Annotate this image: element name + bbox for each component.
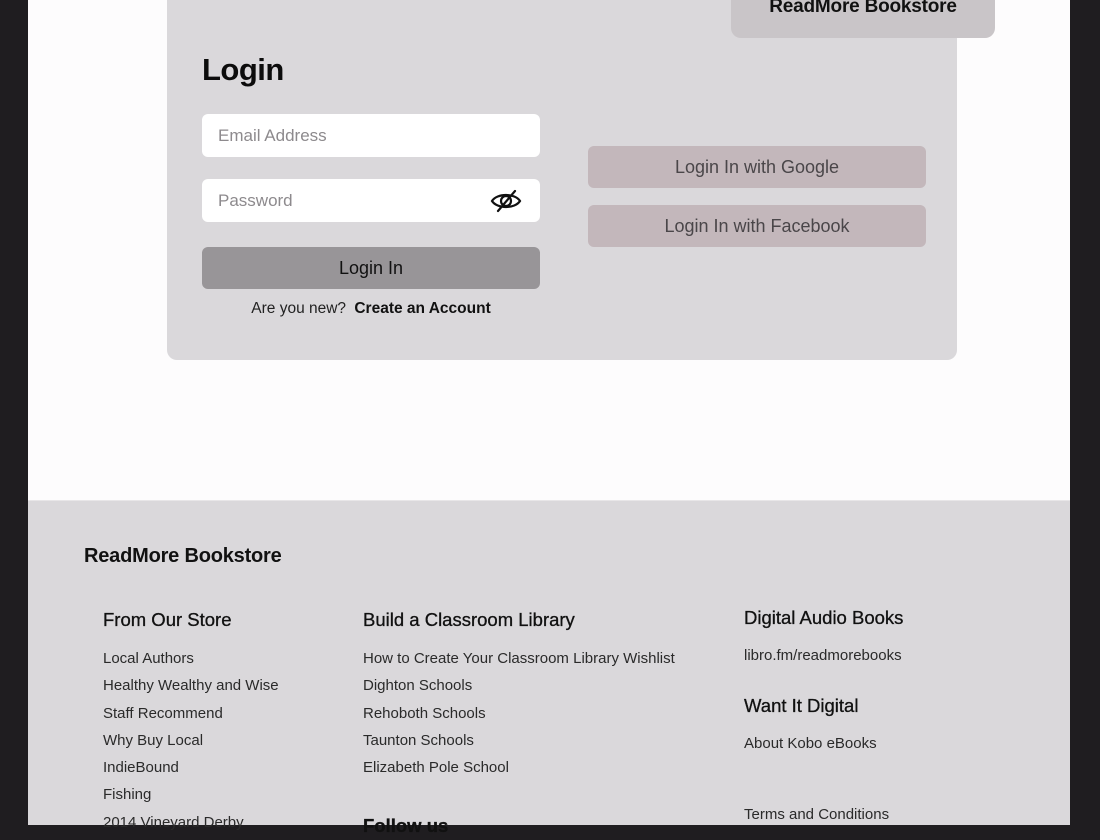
digital-audio-group bbox=[744, 607, 903, 673]
google-login-button[interactable]: Login In with Google bbox=[588, 146, 926, 188]
signup-prompt: Are you new? bbox=[251, 300, 347, 317]
password-field-container bbox=[202, 179, 540, 222]
footer-link[interactable]: Staff Recommend bbox=[103, 704, 223, 722]
eye-slash-icon[interactable] bbox=[490, 189, 522, 213]
want-digital-group bbox=[744, 695, 903, 761]
footer-link[interactable]: 2014 Vineyard Derby bbox=[103, 813, 244, 831]
kobo-ebooks-link[interactable]: About Kobo eBooks bbox=[744, 735, 877, 753]
follow-us-heading: Follow us bbox=[363, 815, 449, 836]
footer-link[interactable]: Dighton Schools bbox=[363, 677, 473, 695]
email-field-container bbox=[202, 114, 540, 157]
link-list bbox=[744, 734, 903, 761]
footer-brand: ReadMore Bookstore bbox=[84, 545, 282, 567]
signup-row bbox=[202, 300, 540, 318]
footer-link[interactable]: Healthy Wealthy and Wise bbox=[103, 677, 279, 695]
footer bbox=[28, 500, 1070, 836]
create-account-link[interactable]: Create an Account bbox=[354, 300, 491, 317]
terms-and-conditions-link[interactable]: Terms and Conditions bbox=[744, 806, 890, 823]
footer-link[interactable]: Why Buy Local bbox=[103, 731, 204, 749]
footer-link[interactable]: Fishing bbox=[103, 786, 152, 804]
footer-link[interactable]: Elizabeth Pole School bbox=[363, 759, 509, 777]
footer-link[interactable]: How to Create Your Classroom Library Wishlist bbox=[363, 650, 675, 667]
login-button[interactable]: Login In bbox=[202, 247, 540, 289]
link-list bbox=[103, 649, 279, 840]
column-heading: From Our Store bbox=[103, 609, 232, 630]
libro-fm-link[interactable]: libro.fm/readmorebooks bbox=[744, 647, 902, 664]
footer-link[interactable]: Local Authors bbox=[103, 650, 194, 667]
footer-link[interactable]: Rehoboth Schools bbox=[363, 704, 486, 722]
link-list bbox=[744, 646, 903, 673]
facebook-login-button[interactable]: Login In with Facebook bbox=[588, 205, 926, 247]
footer-link[interactable]: IndieBound bbox=[103, 759, 179, 777]
column-heading: Digital Audio Books bbox=[744, 607, 904, 628]
column-heading: Build a Classroom Library bbox=[363, 609, 575, 630]
footer-column-digital bbox=[744, 607, 903, 762]
email-input[interactable] bbox=[218, 126, 524, 146]
footer-column-from-our-store bbox=[103, 609, 279, 840]
password-input[interactable] bbox=[218, 191, 524, 211]
store-name-badge: ReadMore Bookstore bbox=[731, 0, 995, 38]
footer-column-classroom-library bbox=[363, 609, 675, 785]
link-list bbox=[363, 649, 675, 785]
column-heading: Want It Digital bbox=[744, 695, 859, 717]
footer-link[interactable]: Taunton Schools bbox=[363, 731, 474, 749]
page bbox=[28, 0, 1070, 836]
login-title: Login bbox=[202, 52, 284, 87]
